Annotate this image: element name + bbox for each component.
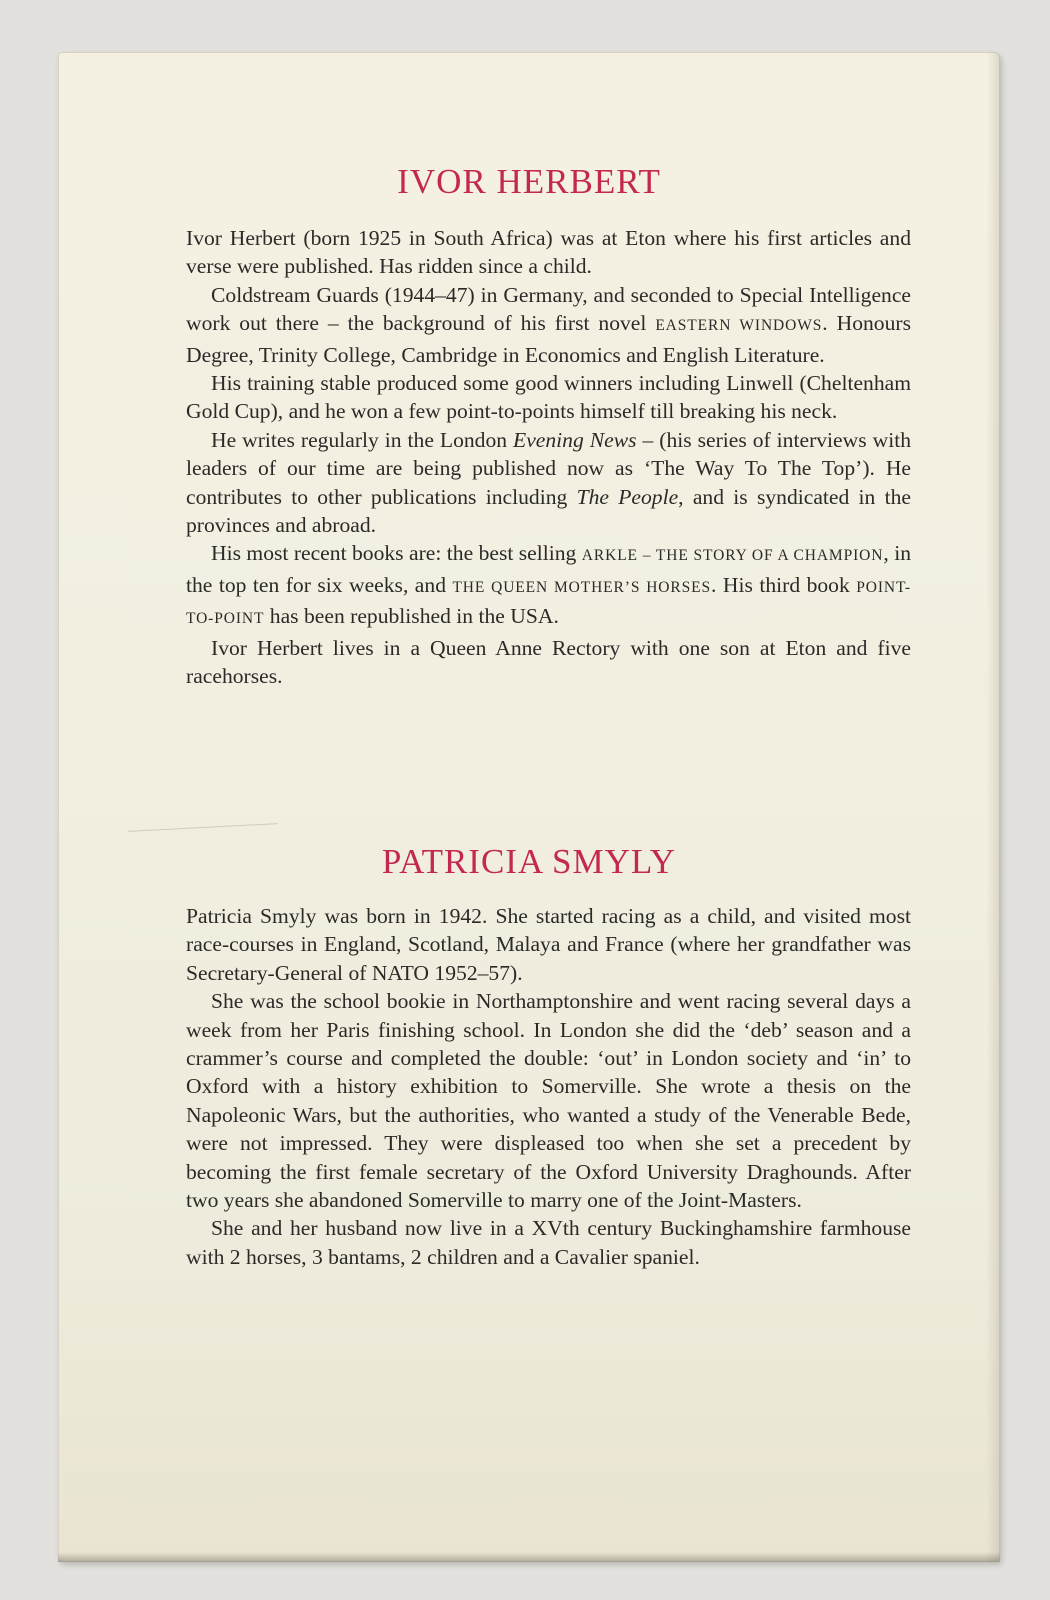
bio-text: Coldstream Guards (1944–47) in Germany, and seconded to Special Intelligence work out there – the background of his first novel — [186, 282, 911, 336]
book-title-eastern-windows: EASTERN WINDOWS — [655, 317, 823, 335]
jacket-bottom-edge — [58, 1552, 1000, 1562]
author-heading-patricia-smyly: PATRICIA SMYLY — [381, 842, 677, 881]
bio-paragraph — [186, 426, 911, 540]
dust-jacket-back — [58, 52, 1000, 1562]
bio-text: , in the top ten for six weeks, and — [186, 541, 911, 597]
bio-text: . Honours Degree, Trinity College, Cambridge in Economics and English Literature. — [186, 311, 911, 367]
book-title-point-to-point: POINT-TO-POINT — [186, 578, 911, 628]
bio-ivor-herbert — [186, 224, 911, 691]
book-title-queen-mothers-horses: THE QUEEN MOTHER’S HORSES — [452, 578, 712, 596]
book-title-arkle: ARKLE – THE STORY OF A CHAMPION — [581, 547, 884, 565]
publication-the-people: The People — [576, 484, 679, 509]
bio-text: , and is syndicated in the provinces and abroad. — [186, 484, 911, 538]
jacket-edge-shadow — [986, 52, 1000, 1562]
bio-paragraph: Ivor Herbert lives in a Queen Anne Rectory with one son at Eton and five racehorses. — [186, 635, 911, 689]
bio-text: He writes regularly in the London — [211, 427, 514, 452]
bio-paragraph: Patricia Smyly was born in 1942. She started racing as a child, and visited most race-courses in England, Scotland, Malaya and France (where her grandfather was Secretary-General of NATO 1952–57). — [186, 904, 911, 985]
bio-paragraph — [186, 539, 911, 633]
publication-evening-news: Evening News — [513, 427, 637, 452]
bio-paragraph — [186, 281, 911, 369]
bio-text: – (his series of interviews with leaders of our time are being published now as ‘The Way To The Top’). He contributes to other publications including — [186, 427, 911, 509]
bio-paragraph: She was the school bookie in Northamptonshire and went racing several days a week from her Paris finishing school. In London she did the ‘deb’ season and a crammer’s course and completed the double: ‘out’ in London society and ‘in’ to Oxford with a history exhibition to Somerville. She wrote a thesis on the Napoleonic Wars, but the authorities, who wanted a study of the Venerable Bede, were not impressed. They were displeased too when she set a precedent by becoming the first female secretary of the Oxford University Draghounds. After two years she abandoned Somerville to marry one of the Joint-Masters. — [186, 989, 911, 1213]
bio-text: has been republished in the USA. — [264, 604, 559, 629]
author-heading-ivor-herbert: IVOR HERBERT — [397, 162, 661, 201]
bio-paragraph: She and her husband now live in a XVth century Buckinghamshire farmhouse with 2 horses, 3 bantams, 2 children and a Cavalier spaniel. — [186, 1216, 911, 1269]
paper-crease — [128, 823, 278, 832]
bio-text: His most recent books are: the best selling — [211, 541, 582, 566]
bio-text: . His third book — [711, 572, 857, 597]
bio-paragraph: Ivor Herbert (born 1925 in South Africa) was at Eton where his first articles and verse were published. Has ridden since a child. — [186, 226, 911, 279]
bio-paragraph: His training stable produced some good winners including Linwell (Cheltenham Gold Cup), and he won a few point-to-points himself till breaking his neck. — [186, 371, 911, 424]
bio-patricia-smyly — [186, 902, 911, 1271]
